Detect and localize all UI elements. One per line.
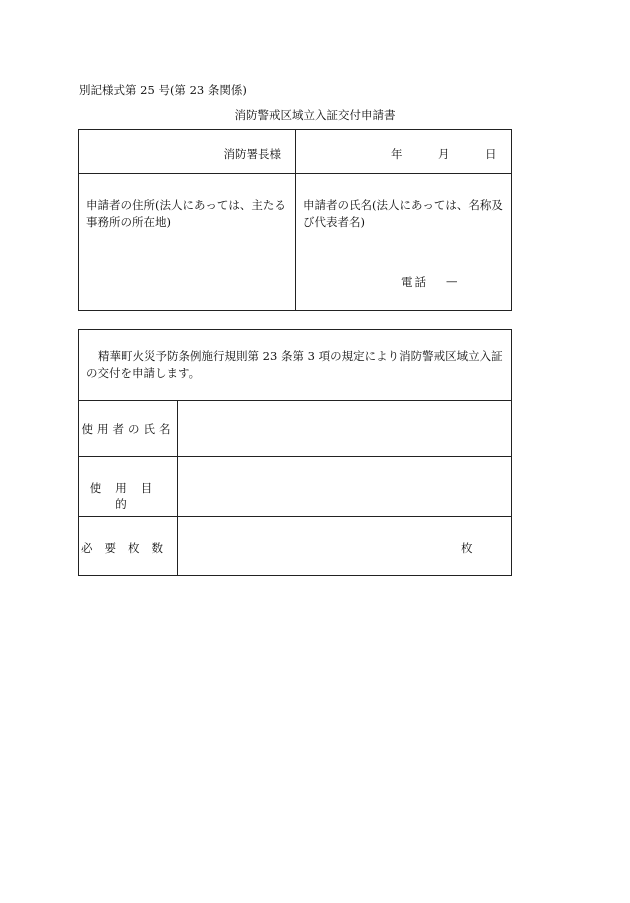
column-divider bbox=[177, 400, 178, 575]
purpose-label: 使用目的 bbox=[89, 481, 167, 511]
user-name-label: 使用者の氏名 bbox=[81, 422, 175, 436]
document-title: 消防警戒区域立入証交付申請書 bbox=[234, 108, 396, 122]
form-number: 別記様式第 25 号(第 23 条関係) bbox=[79, 83, 247, 97]
count-unit: 枚 bbox=[461, 541, 473, 555]
phone-separator: — bbox=[446, 274, 458, 288]
applicant-address-field: 申請者の住所(法人にあっては、主たる事務所の所在地) bbox=[86, 198, 286, 229]
applicant-name-field: 申請者の氏名(法人にあっては、名称及び代表者名) bbox=[303, 198, 503, 229]
column-divider bbox=[295, 130, 296, 310]
request-details-table bbox=[78, 329, 512, 576]
applicant-info-table bbox=[78, 129, 512, 311]
row-divider bbox=[79, 400, 511, 401]
date-year-label: 年 bbox=[391, 147, 403, 161]
row-divider bbox=[79, 516, 511, 517]
date-month-label: 月 bbox=[438, 147, 450, 161]
application-statement: 精華町火災予防条例施行規則第 23 条第 3 項の規定により消防警戒区域立入証の交付を申請します。 bbox=[86, 349, 503, 380]
addressee: 消防署長様 bbox=[223, 147, 281, 161]
row-divider bbox=[79, 173, 511, 174]
date-day-label: 日 bbox=[485, 147, 497, 161]
phone-label: 電話 bbox=[401, 275, 428, 289]
required-count-label: 必要枚数 bbox=[81, 541, 175, 555]
row-divider bbox=[79, 456, 511, 457]
